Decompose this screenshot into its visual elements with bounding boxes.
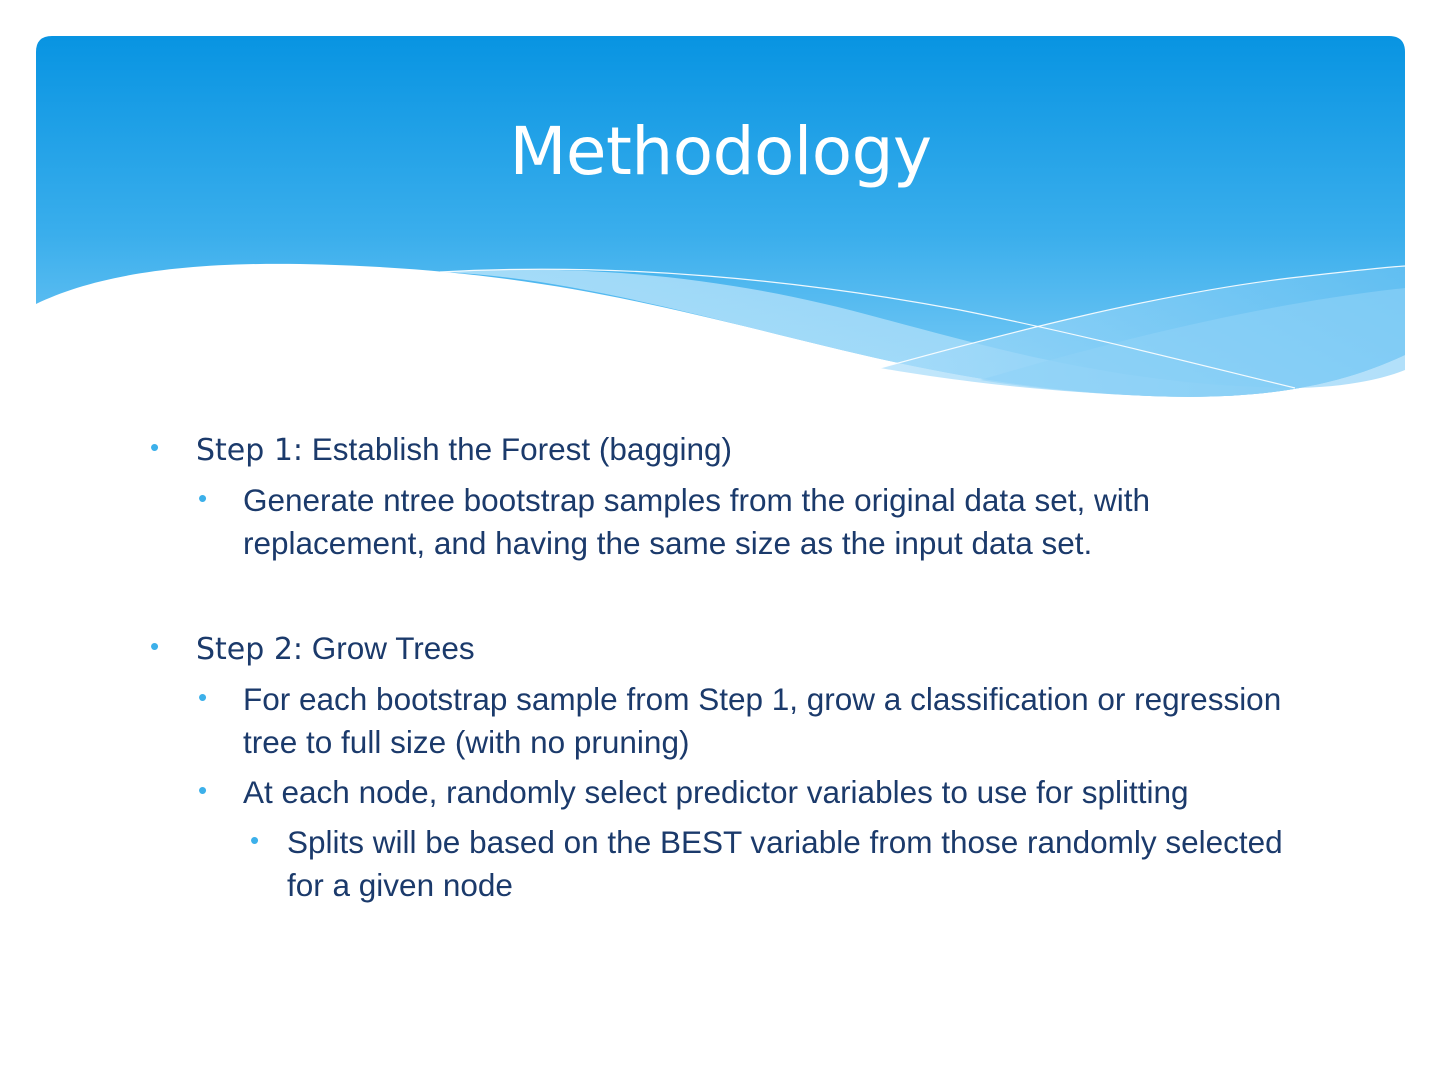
bullet-dot-icon: • xyxy=(198,682,208,712)
bullet-dot-icon: • xyxy=(198,775,208,805)
step-2-subitem-1 xyxy=(150,678,1300,764)
step-2-subitem-2-text: At each node, randomly select predictor variables to use for splitting xyxy=(243,774,1189,810)
bullet-dot-icon: • xyxy=(150,631,160,661)
step-2-text: Grow Trees xyxy=(303,630,475,666)
step-1-subitem xyxy=(150,479,1300,565)
step-2-subitem-2 xyxy=(150,771,1300,814)
step-2-subitem-2-1-text: Splits will be based on the BEST variable from those randomly selected for a given node xyxy=(287,824,1283,903)
step-1-label: Step 1: xyxy=(196,433,304,468)
slide-title: Methodology xyxy=(509,113,932,190)
step-2-subitem-1-text: For each bootstrap sample from Step 1, grow a classification or regression tree to full size (with no pruning) xyxy=(243,681,1282,760)
bullet-dot-icon: • xyxy=(198,483,208,513)
step-2-item xyxy=(150,627,1300,671)
step-2-label: Step 2: xyxy=(196,632,304,667)
bullet-list xyxy=(150,428,1300,907)
step-1-text: Establish the Forest (bagging) xyxy=(303,431,733,467)
bullet-dot-icon: • xyxy=(150,432,160,462)
step-2-subitem-2-1 xyxy=(150,821,1300,907)
step-1-subitem-text: Generate ntree bootstrap samples from the original data set, with replacement, and having the same size as the input data set. xyxy=(243,482,1150,561)
step-1-item xyxy=(150,428,1300,472)
bullet-dot-icon: • xyxy=(250,825,260,855)
header-wave-background xyxy=(0,0,1440,420)
spacer xyxy=(150,565,1300,627)
